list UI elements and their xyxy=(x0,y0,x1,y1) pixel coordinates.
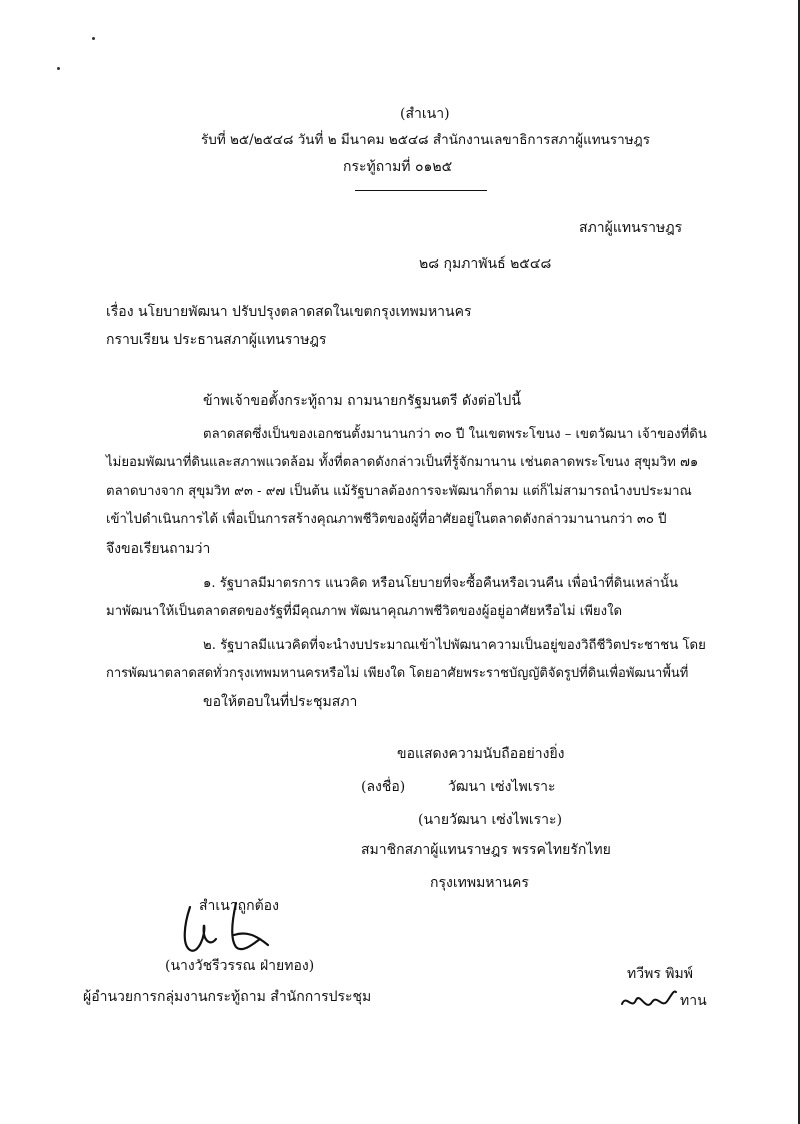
paragraph-line: ตลาดบางจาก สุขุมวิท ๙๓ - ๙๗ เป็นต้น แม้รัฐบาลต้องการจะพัฒนาก็ตาม แต่ก็ไม่สามารถนำงบประมาณ xyxy=(106,484,692,499)
signer-position: สมาชิกสภาผู้แทนราษฎร พรรคไทยรักไทย xyxy=(361,842,611,858)
closing-regards: ขอแสดงความนับถืออย่างยิ่ง xyxy=(397,746,565,762)
question-2-line: การพัฒนาตลาดสดทั่วกรุงเทพมหานครหรือไม่ เพียงใด โดยอาศัยพระราชบัญญัติจัดรูปที่ดินเพื่อพัฒนาพื้นที่ xyxy=(106,666,689,681)
intro-line: ข้าพเจ้าขอตั้งกระทู้ถาม ถามนายกรัฐมนตรี ดังต่อไปนี้ xyxy=(203,393,521,409)
scan-speck xyxy=(57,67,60,70)
subject-line: เรื่อง นโยบายพัฒนา ปรับปรุงตลาดสดในเขตกรุงเทพมหานคร xyxy=(106,304,472,320)
request-line: ขอให้ตอบในที่ประชุมสภา xyxy=(203,694,358,710)
copy-label: (สำเนา) xyxy=(400,106,450,122)
received-line: รับที่ ๒๕/๒๕๔๘ วันที่ ๒ มีนาคม ๒๕๔๘ สำนักงานเลขาธิการสภาผู้แทนราษฎร xyxy=(201,132,650,148)
certified-copy-label: สำเนาถูกต้อง xyxy=(199,898,279,914)
paragraph-line: จึงขอเรียนถามว่า xyxy=(106,541,211,557)
certifier-position: ผู้อำนวยการกลุ่มงานกระทู้ถาม สำนักการประชุม xyxy=(83,989,372,1005)
signer-full-name: (นายวัฒนา เซ่งไพเราะ) xyxy=(418,812,563,828)
signer-province: กรุงเทพมหานคร xyxy=(430,875,529,891)
salutation: กราบเรียน ประธานสภาผู้แทนราษฎร xyxy=(106,332,327,348)
question-1-line: มาพัฒนาให้เป็นตลาดสดของรัฐที่มีคุณภาพ พัฒนาคุณภาพชีวิตของผู้อยู่อาศัยหรือไม่ เพียงใด xyxy=(106,604,623,619)
typed-by: ทวีพร พิมพ์ xyxy=(627,966,693,982)
paragraph-line: ตลาดสดซึ่งเป็นของเอกชนตั้งมานานกว่า ๓๐ ปี ในเขตพระโขนง – เขตวัฒนา เจ้าของที่ดิน xyxy=(203,427,707,442)
signed-name: วัฒนา เซ่งไพเราะ xyxy=(448,779,556,795)
handwritten-signature xyxy=(180,895,290,965)
certifier-name: (นางวัชรีวรรณ ฝ่ายทอง) xyxy=(165,958,315,974)
scan-speck xyxy=(92,37,95,40)
question-2-line: ๒. รัฐบาลมีแนวคิดที่จะนำงบประมาณเข้าไปพัฒนาความเป็นอยู่ของวิถีชีวิตประชาชน โดย xyxy=(203,638,706,653)
header-underline xyxy=(355,190,487,191)
signed-prefix: (ลงชื่อ) xyxy=(361,779,406,795)
letter-date: ๒๘ กุมภาพันธ์ ๒๕๔๘ xyxy=(419,256,552,272)
question-1-line: ๑. รัฐบาลมีมาตรการ แนวคิด หรือนโยบายที่จะซื้อคืนหรือเวนคืน เพื่อนำที่ดินเหล่านั้น xyxy=(203,576,678,591)
initials-signature xyxy=(618,986,680,1016)
sender-org: สภาผู้แทนราษฎร xyxy=(579,220,683,236)
checked-by: ทาน xyxy=(680,993,707,1009)
question-number: กระทู้ถามที่ ๐๑๒๕ xyxy=(343,159,453,175)
paragraph-line: ไม่ยอมพัฒนาที่ดินและสภาพแวดล้อม ทั้งที่ตลาดดังกล่าวเป็นที่รู้จักมานาน เช่นตลาดพระโขนง สุขุมวิท ๗๑ xyxy=(106,455,699,470)
paragraph-line: เข้าไปดำเนินการได้ เพื่อเป็นการสร้างคุณภาพชีวิตของผู้ที่อาศัยอยู่ในตลาดดังกล่าวมานานกว่า ๓๐ ปี xyxy=(106,512,667,527)
